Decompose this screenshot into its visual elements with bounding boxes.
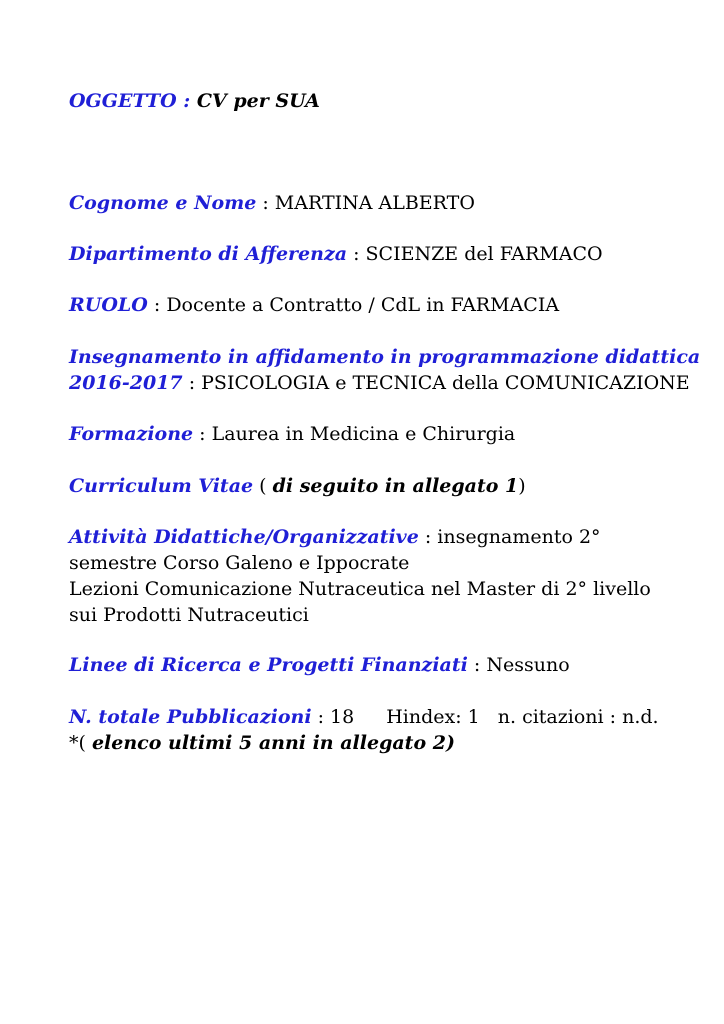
pubblicazioni-sep: : <box>311 706 331 728</box>
citazioni-value: n. citazioni : n.d. <box>497 706 659 728</box>
ruolo-line <box>69 292 559 318</box>
dipartimento-value: SCIENZE del FARMACO <box>365 243 603 265</box>
oggetto-line <box>69 88 320 114</box>
linee-value: Nessuno <box>486 654 570 676</box>
insegnamento-year: 2016-2017 <box>69 372 183 394</box>
attivita-sep: : <box>418 526 438 548</box>
linee-sep: : <box>467 654 487 676</box>
attivita-value-line1: insegnamento 2° <box>437 526 601 548</box>
ruolo-value: Docente a Contratto / CdL in FARMACIA <box>166 294 560 316</box>
pubblicazioni-note-prefix: *( <box>69 732 92 754</box>
pubblicazioni-line <box>69 704 659 730</box>
nome-sep: : <box>256 192 275 214</box>
curriculum-label: Curriculum Vitae <box>69 475 254 497</box>
nome-value: MARTINA ALBERTO <box>274 192 475 214</box>
insegnamento-sep: : <box>182 372 202 394</box>
pubblicazioni-note: elenco ultimi 5 anni in allegato 2) <box>91 732 455 754</box>
formazione-line <box>69 421 515 447</box>
hindex-value: Hindex: 1 <box>386 706 480 728</box>
dipartimento-sep: : <box>347 243 366 265</box>
linee-label: Linee di Ricerca e Progetti Finanziati <box>69 654 468 676</box>
curriculum-open: ( <box>253 475 273 497</box>
nome-label: Cognome e Nome <box>69 192 257 214</box>
curriculum-note: di seguito in allegato 1 <box>272 475 519 497</box>
pubblicazioni-value: 18 <box>330 706 355 728</box>
ruolo-sep: : <box>147 294 167 316</box>
insegnamento-label: Insegnamento in affidamento in programmazione didattica <box>69 346 701 368</box>
attivita-value-line4: sui Prodotti Nutraceutici <box>69 604 309 626</box>
nome-line <box>69 190 475 216</box>
oggetto-label: OGGETTO : <box>69 90 197 112</box>
dipartimento-line <box>69 241 603 267</box>
linee-line <box>69 652 570 678</box>
insegnamento-value: PSICOLOGIA e TECNICA della COMUNICAZIONE <box>201 372 690 394</box>
insegnamento-line1 <box>69 344 700 370</box>
curriculum-close: ) <box>518 475 526 497</box>
attivita-line2 <box>69 550 409 576</box>
attivita-value-line2: semestre Corso Galeno e Ippocrate <box>69 552 410 574</box>
attivita-line1 <box>69 524 601 550</box>
curriculum-line <box>69 473 526 499</box>
oggetto-value: CV per SUA <box>196 90 320 112</box>
pubblicazioni-note-line <box>69 730 455 756</box>
attivita-value-line3: Lezioni Comunicazione Nutraceutica nel Master di 2° livello <box>69 578 651 600</box>
dipartimento-label: Dipartimento di Afferenza <box>69 243 348 265</box>
attivita-label: Attività Didattiche/Organizzative <box>69 526 419 548</box>
pubblicazioni-label: N. totale Pubblicazioni <box>69 706 312 728</box>
formazione-sep: : <box>193 423 212 445</box>
ruolo-label: RUOLO <box>69 294 148 316</box>
formazione-label: Formazione <box>69 423 194 445</box>
attivita-line4 <box>69 602 309 628</box>
attivita-line3 <box>69 576 651 602</box>
formazione-value: Laurea in Medicina e Chirurgia <box>211 423 516 445</box>
insegnamento-line2 <box>69 370 690 396</box>
